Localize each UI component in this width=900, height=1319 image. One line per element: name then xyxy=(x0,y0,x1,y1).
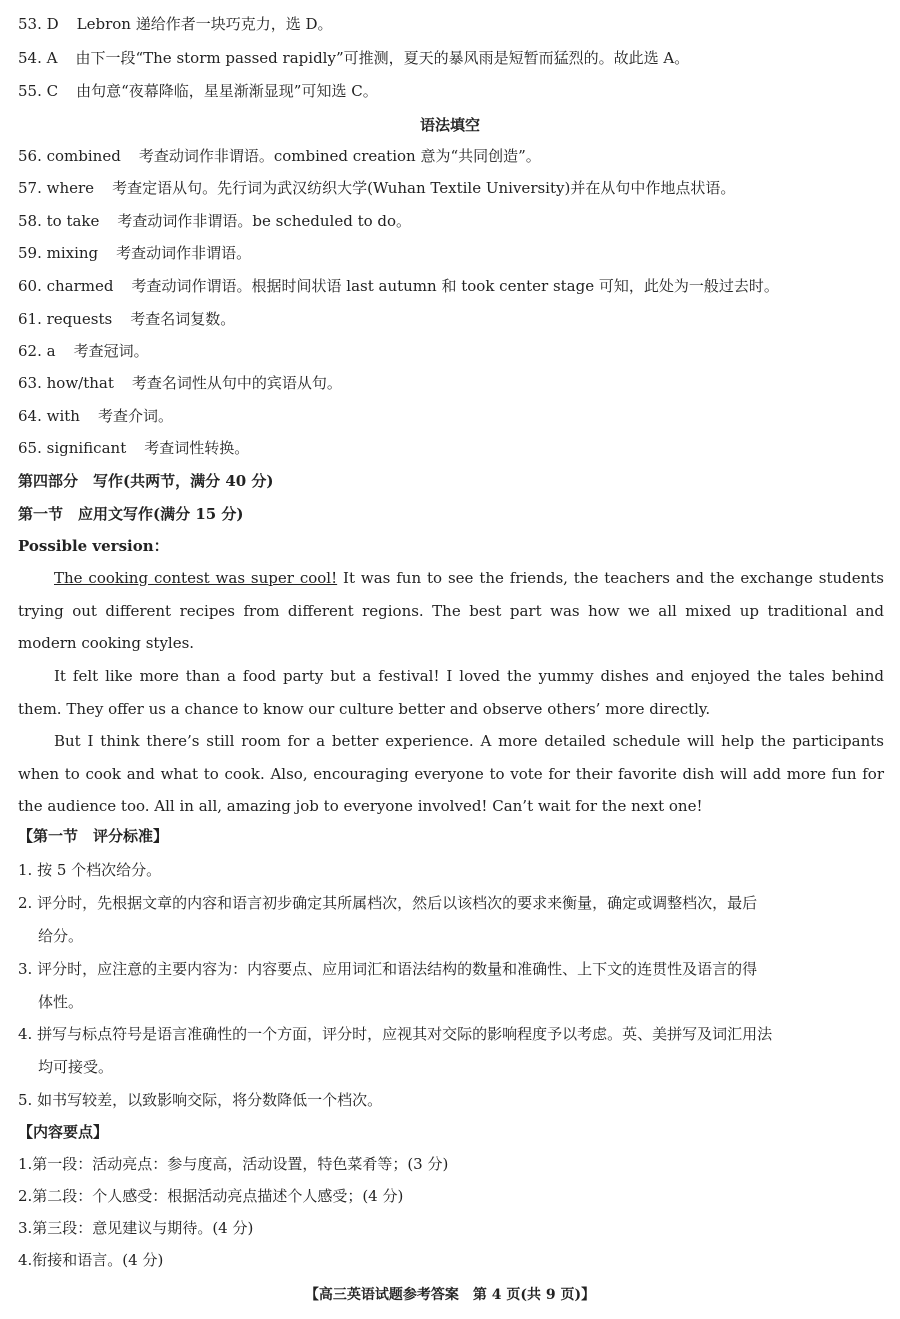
answer-54 xyxy=(18,48,689,68)
answer-explanation: 考查词性转换。 xyxy=(144,439,250,457)
essay-paragraph-2: It felt like more than a food party but a festival! I loved the yummy dishes and enjoyed the tales behind them. They offer us a chance to know our culture better and observe others’ more directly. xyxy=(18,667,884,718)
criteria-item: 4. 拼写与标点符号是语言准确性的一个方面，评分时，应视其对交际的影响程度予以考虑。英、美拼写及词汇用法 xyxy=(18,1025,773,1043)
answer-65 xyxy=(18,438,249,458)
answer-explanation: 考查冠词。 xyxy=(73,342,149,360)
answer-57 xyxy=(18,178,735,198)
answer-number: 65. significant xyxy=(18,439,127,457)
answer-explanation: 考查名词复数。 xyxy=(130,310,236,328)
answer-64 xyxy=(18,406,173,426)
answer-number: 63. how/that xyxy=(18,374,114,392)
answer-number: 53. D xyxy=(18,15,59,33)
answer-61 xyxy=(18,309,235,329)
point-item: 4.衔接和语言。(4 分) xyxy=(18,1251,164,1269)
answer-number: 57. where xyxy=(18,179,95,197)
answer-number: 62. a xyxy=(18,342,56,360)
answer-explanation: 考查介词。 xyxy=(97,407,173,425)
answer-explanation: Lebron 递给作者一块巧克力，选 D。 xyxy=(76,15,333,33)
answer-number: 61. requests xyxy=(18,310,113,328)
essay-paragraph-1 xyxy=(18,562,884,660)
answer-60 xyxy=(18,276,779,296)
answer-explanation: 由句意“夜幕降临，星星渐渐显现”可知选 C。 xyxy=(76,82,378,100)
part4-heading: 第四部分 写作(共两节，满分 40 分) xyxy=(18,472,274,490)
essay-paragraph-1-rest: It was fun to see the friends, the teachers and the exchange students trying out different recipes from different regions. The best part was how we all mixed up traditional and modern cooking styles. xyxy=(18,569,885,652)
criteria-heading: 【第一节 评分标准】 xyxy=(18,827,169,845)
section1-heading: 第一节 应用文写作(满分 15 分) xyxy=(18,505,244,523)
grammar-section-title: 语法填空 xyxy=(419,116,480,134)
answer-explanation: 由下一段“The storm passed rapidly”可推测，夏天的暴风雨是短暂而猛烈的。故此选 A。 xyxy=(75,49,690,67)
answer-explanation: 考查动词作非谓语。 xyxy=(116,244,252,262)
point-item: 2.第二段：个人感受：根据活动亮点描述个人感受；(4 分) xyxy=(18,1187,404,1205)
point-item: 1.第一段：活动亮点：参与度高，活动设置，特色菜肴等；(3 分) xyxy=(18,1155,449,1173)
answer-53 xyxy=(18,14,333,34)
answer-number: 54. A xyxy=(18,49,58,67)
answer-explanation: 考查名词性从句中的宾语从句。 xyxy=(131,374,342,392)
answer-explanation: 考查动词作非谓语。combined creation 意为“共同创造”。 xyxy=(138,147,541,165)
answer-number: 64. with xyxy=(18,407,80,425)
answer-59 xyxy=(18,243,251,263)
essay-paragraph-3: But I think there’s still room for a better experience. A more detailed schedule will help the participants when to cook and what to cook. Also, encouraging everyone to vote for their favorite dish will add more fun for the audience too. All in all, amazing job to everyone involved! Can’t wait for the next one! xyxy=(18,732,884,815)
answer-number: 59. mixing xyxy=(18,244,99,262)
criteria-item-continued: 均可接受。 xyxy=(38,1058,114,1076)
page-footer: 【高三英语试题参考答案 第 4 页(共 9 页)】 xyxy=(304,1287,596,1303)
points-heading: 【内容要点】 xyxy=(18,1123,109,1141)
answer-number: 58. to take xyxy=(18,212,100,230)
criteria-item-continued: 体性。 xyxy=(38,993,84,1011)
answer-explanation: 考查定语从句。先行词为武汉纺织大学(Wuhan Textile University)并在从句中作地点状语。 xyxy=(112,179,736,197)
point-item: 3.第三段：意见建议与期待。(4 分) xyxy=(18,1219,254,1237)
answer-explanation: 考查动词作谓语。根据时间状语 last autumn 和 took center stage 可知，此处为一般过去时。 xyxy=(131,277,779,295)
answer-number: 56. combined xyxy=(18,147,121,165)
answer-56 xyxy=(18,146,541,166)
answer-58 xyxy=(18,211,411,231)
answer-55 xyxy=(18,81,378,101)
answer-62 xyxy=(18,341,149,361)
criteria-item: 5. 如书写较差，以致影响交际，将分数降低一个档次。 xyxy=(18,1091,383,1109)
answer-explanation: 考查动词作非谓语。be scheduled to do。 xyxy=(117,212,412,230)
answer-number: 60. charmed xyxy=(18,277,114,295)
criteria-item: 3. 评分时，应注意的主要内容为：内容要点、应用词汇和语法结构的数量和准确性、上下文的连贯性及语言的得 xyxy=(18,960,758,978)
answer-number: 55. C xyxy=(18,82,59,100)
possible-version-label: Possible version： xyxy=(18,537,169,555)
criteria-item-continued: 给分。 xyxy=(38,927,84,945)
criteria-item: 1. 按 5 个档次给分。 xyxy=(18,861,162,879)
answer-63 xyxy=(18,373,342,393)
criteria-item: 2. 评分时，先根据文章的内容和语言初步确定其所属档次，然后以该档次的要求来衡量，确定或调整档次，最后 xyxy=(18,894,758,912)
essay-underlined-sentence: The cooking contest was super cool! xyxy=(54,569,338,587)
